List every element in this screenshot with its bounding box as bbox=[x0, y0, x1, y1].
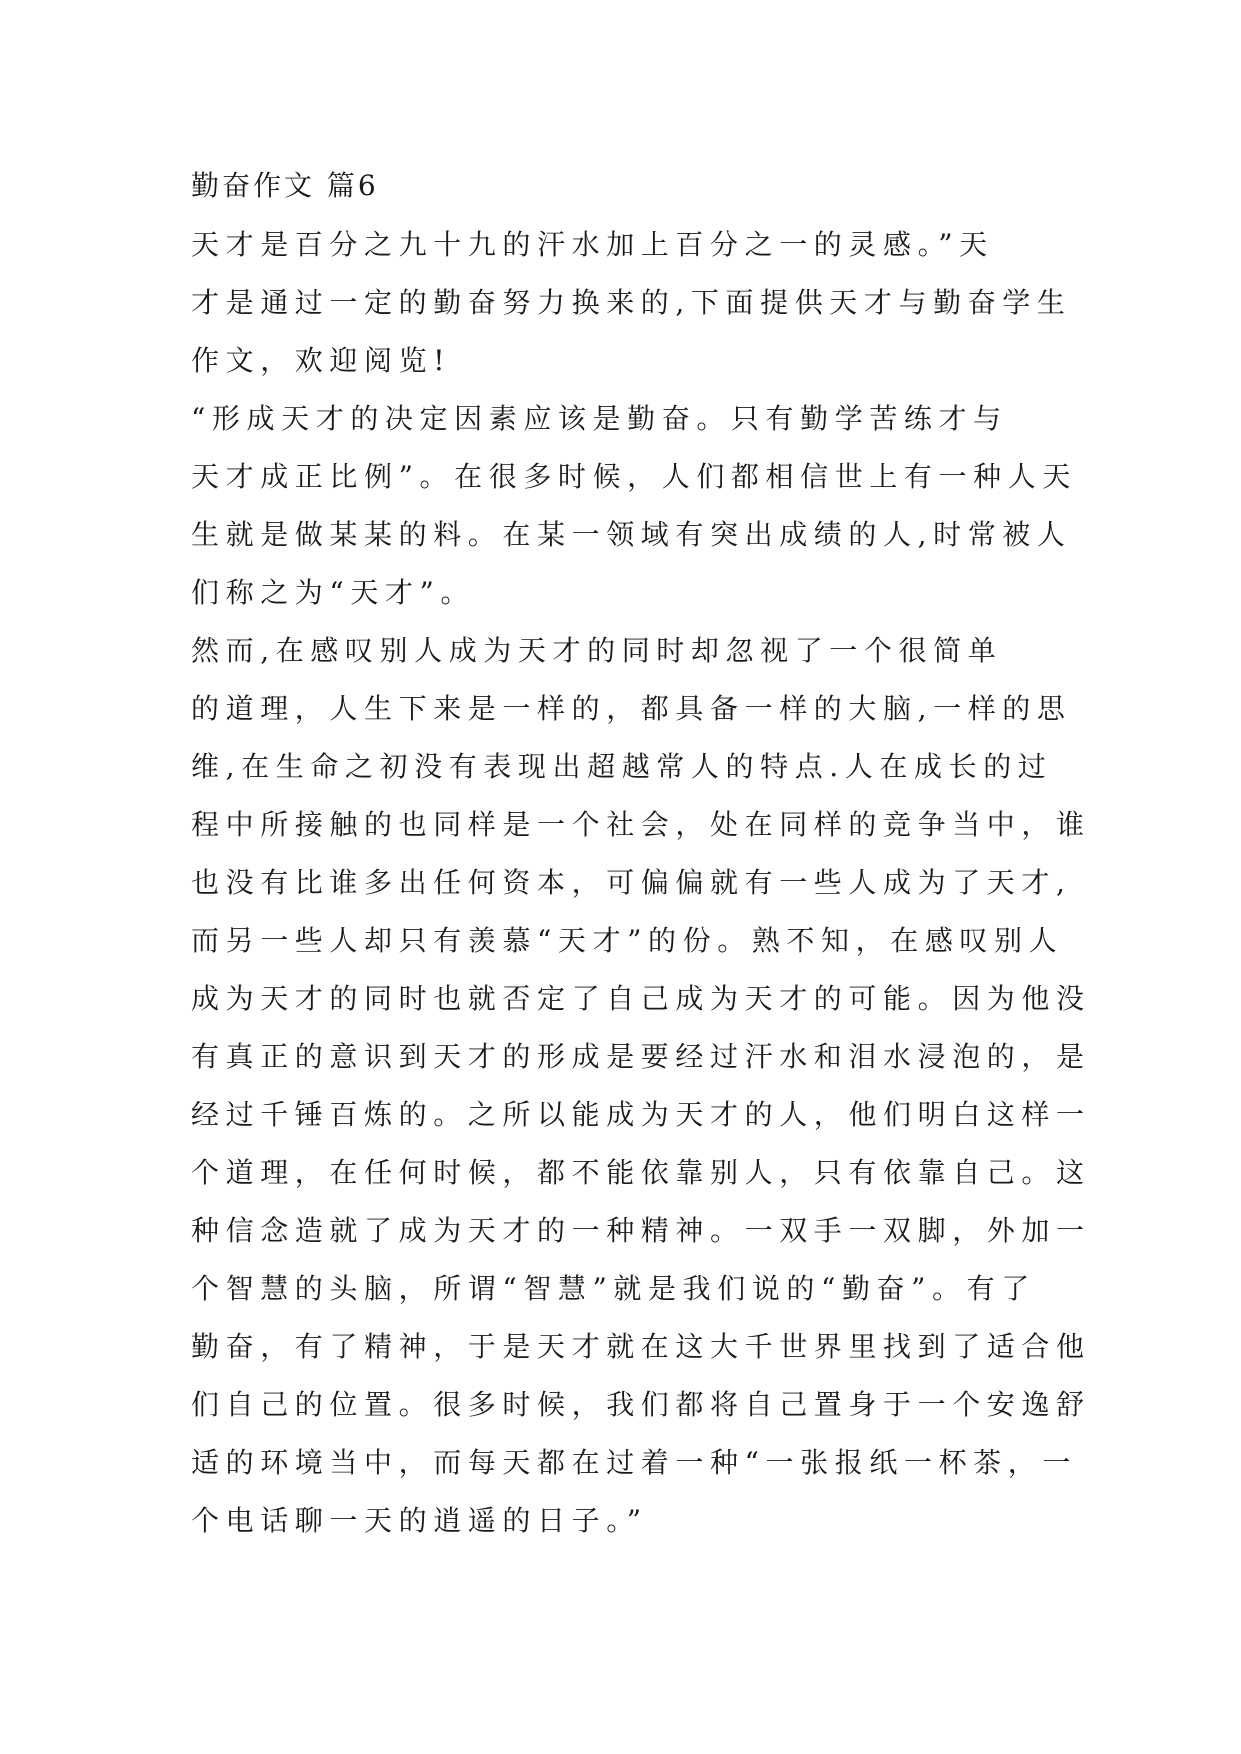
text-line: 种信念造就了成为天才的一种精神。一双手一双脚，外加一 bbox=[191, 1214, 1091, 1247]
text-line: 的道理，人生下来是一样的，都具备一样的大脑,一样的思 bbox=[191, 692, 1072, 725]
text-line: 生就是做某某的料。在某一领域有突出成绩的人,时常被人 bbox=[191, 518, 1072, 551]
text-line: 也没有比谁多出任何资本，可偏偏就有一些人成为了天才, bbox=[191, 866, 1072, 899]
text-line: 们称之为“天才”。 bbox=[191, 576, 476, 609]
text-line: 程中所接触的也同样是一个社会，处在同样的竞争当中，谁 bbox=[191, 808, 1091, 841]
text-line: 成为天才的同时也就否定了自己成为天才的可能。因为他没 bbox=[191, 982, 1091, 1015]
text-line: 然而,在感叹别人成为天才的同时却忽视了一个很简单 bbox=[191, 634, 1003, 667]
text-line: 有真正的意识到天才的形成是要经过汗水和泪水浸泡的，是 bbox=[191, 1040, 1091, 1073]
text-line: 个道理，在任何时候，都不能依靠别人，只有依靠自己。这 bbox=[191, 1156, 1091, 1189]
text-line: “形成天才的决定因素应该是勤奋。只有勤学苦练才与 bbox=[191, 402, 1008, 435]
text-line: 们自己的位置。很多时候，我们都将自己置身于一个安逸舒 bbox=[191, 1388, 1091, 1421]
text-line: 个智慧的头脑，所谓“智慧”就是我们说的“勤奋”。有了 bbox=[191, 1272, 1036, 1305]
text-line: 经过千锤百炼的。之所以能成为天才的人，他们明白这样一 bbox=[191, 1098, 1091, 1131]
text-line: 才是通过一定的勤奋努力换来的,下面提供天才与勤奋学生 bbox=[191, 286, 1072, 319]
text-line: 维,在生命之初没有表现出超越常人的特点.人在成长的过 bbox=[191, 750, 1053, 783]
text-line: 作文，欢迎阅览! bbox=[191, 344, 452, 377]
text-line: 适的环境当中，而每天都在过着一种“一张报纸一杯茶，一 bbox=[191, 1446, 1077, 1479]
text-line: 天才成正比例”。在很多时候，人们都相信世上有一种人天 bbox=[191, 460, 1077, 493]
text-line: 勤奋，有了精神，于是天才就在这大千世界里找到了适合他 bbox=[191, 1330, 1091, 1363]
text-line: 个电话聊一天的逍遥的日子。” bbox=[191, 1504, 648, 1537]
text-line: 而另一些人却只有羡慕“天才”的份。熟不知，在感叹别人 bbox=[191, 924, 1064, 957]
document-title: 勤奋作文 篇6 bbox=[191, 169, 379, 202]
text-line: 天才是百分之九十九的汗水加上百分之一的灵感。”天 bbox=[191, 228, 994, 261]
